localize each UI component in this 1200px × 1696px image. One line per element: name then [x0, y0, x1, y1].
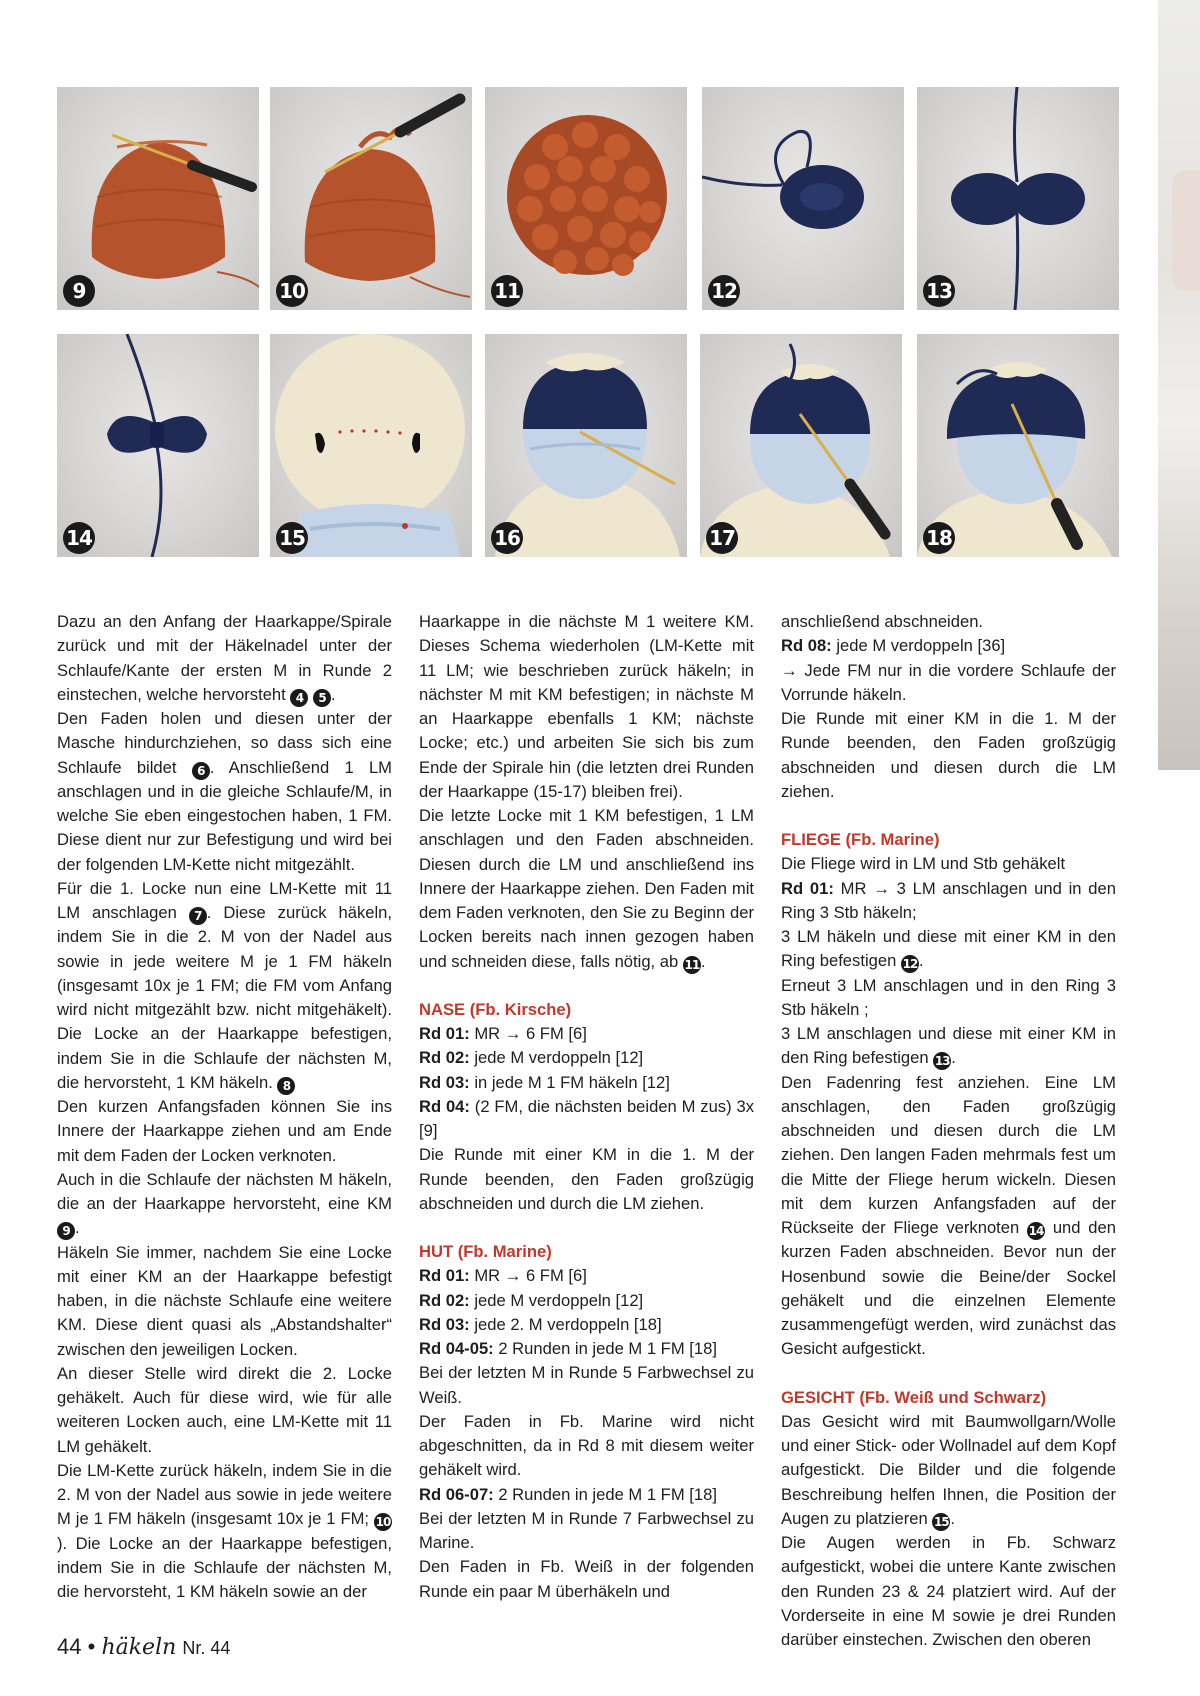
round-line: Rd 03: jede 2. M verdoppeln [18]	[419, 1314, 662, 1334]
paragraph: Den Fadenring fest anziehen. Eine LM anschlagen, den Faden großzügig abschneiden und diesen durch die LM ziehen. Den langen Faden mehrmals fest um die Mitte der Fliege herum wickeln. Diesen mit dem kurzen Anfangsfaden auf der Rückseite der Fliege verknoten 14 und den kurzen Faden abschneiden. Bevor nun der Hosenbund sowie die Beine/der Sockel gehäkelt und die einzelnen Elemente zusammengefügt werden, wird zunächst das Gesicht aufgestickt.	[781, 1072, 1116, 1359]
paragraph: 3 LM häkeln und diese mit einer KM in den Ring befestigen 12.	[781, 927, 1116, 972]
photo-number-badge: 16	[491, 522, 523, 554]
section-heading-hut: HUT (Fb. Marine)	[419, 1242, 552, 1261]
round-line: Rd 01: MR → 3 LM anschlagen und in den Ring 3 Stb häkeln;	[781, 878, 1116, 922]
step-photo-17	[700, 334, 902, 557]
step-ref-icon: 15	[933, 1514, 949, 1529]
paragraph: → Jede FM nur in die vordere Schlaufe der Vorrunde häkeln.	[781, 660, 1116, 704]
paragraph: Häkeln Sie immer, nachdem Sie eine Locke mit einer KM an der Haarkappe befestigt haben, in die nächste Schlaufe eine weitere KM. Diese dient quasi als „Abstandshalter“ zwischen den jeweiligen Locken.	[57, 1242, 392, 1359]
step-photo-16	[485, 334, 687, 557]
step-ref-icon: 8	[277, 1077, 295, 1095]
text-column-2	[419, 610, 754, 1604]
section-heading-fliege: FLIEGE (Fb. Marine)	[781, 830, 940, 849]
step-ref-icon: 13	[934, 1054, 950, 1069]
photo-number-badge: 14	[63, 522, 95, 554]
paragraph: Bei der letzten M in Runde 5 Farbwechsel zu Weiß.	[419, 1363, 754, 1407]
paragraph: Die Fliege wird in LM und Stb gehäkelt	[781, 854, 1066, 874]
paragraph: Haarkappe in die nächste M 1 weitere KM. Dieses Schema wiederholen (LM-Kette mit 11 LM; wie beschrieben zurück häkeln; in nächster M mit KM befestigen; in nächste M an Haarkappe ebenfalls 1 KM; nächste Locke; etc.) und arbeiten Sie sich bis zum Ende der Spirale hin (die letzten drei Runden der Haarkappe (15-17) bleiben frei).	[419, 612, 754, 801]
photo-number-badge: 12	[708, 275, 740, 307]
round-line: Rd 04-05: 2 Runden in jede M 1 FM [18]	[419, 1339, 717, 1358]
step-photo-18	[917, 334, 1119, 557]
paragraph: anschließend abschneiden.	[781, 612, 984, 631]
paragraph: Erneut 3 LM anschlagen und in den Ring 3 Stb häkeln ;	[781, 975, 1116, 1019]
photo-number-badge: 13	[923, 275, 955, 307]
step-photo-15	[270, 334, 472, 557]
round-line: Rd 04: (2 FM, die nächsten beiden M zus) 3x [9]	[419, 1096, 754, 1140]
right-edge-photo-strip	[1158, 0, 1200, 770]
step-ref-icon: 4	[290, 689, 308, 707]
step-ref-icon: 11	[684, 957, 700, 972]
paragraph: Die Runde mit einer KM in die 1. M der Runde beenden, den Faden großzügig abschneiden und durch die LM ziehen.	[419, 1145, 754, 1213]
round-line: Rd 08: jede M verdoppeln [36]	[781, 636, 1006, 656]
paragraph: Dazu an den Anfang der Haarkappe/Spirale zurück und mit der Häkelnadel unter der Schlaufe/Kante der ersten M in Runde 2 einstechen, welche hervorsteht 4 5 .	[57, 612, 392, 705]
page-footer	[57, 1634, 230, 1660]
issue-number: Nr. 44	[182, 1638, 231, 1658]
section-heading-gesicht: GESICHT (Fb. Weiß und Schwarz)	[781, 1387, 1047, 1407]
page-number: 44	[57, 1634, 82, 1659]
paragraph: Der Faden in Fb. Marine wird nicht abgeschnitten, da in Rd 8 mit diesem weiter gehäkelt wird.	[419, 1411, 754, 1480]
paragraph: Die LM-Kette zurück häkeln, indem Sie in die 2. M von der Nadel aus sowie in jede weitere M je 1 FM häkeln (insgesamt 10x je 1 FM; 10). Die Locke an der Haarkappe befestigen, indem Sie in die Schlaufe der nächsten M, die hervorsteht, 1 KM häkeln sowie an der	[57, 1460, 392, 1601]
paragraph: Die Augen werden in Fb. Schwarz aufgestickt, wobei die untere Kante zwischen den Runden 23 & 24 platziert wird. Auf der Vorderseite in eine M sowie je drei Runden darüber einstechen. Zwischen den oberen	[781, 1533, 1116, 1649]
step-ref-icon: 10	[375, 1515, 391, 1530]
step-ref-icon: 5	[313, 689, 331, 707]
step-photo-13	[917, 87, 1119, 310]
round-line: Rd 02: jede M verdoppeln [12]	[419, 1048, 644, 1068]
magazine-brand: häkeln	[101, 1635, 177, 1660]
paragraph: Den Faden holen und diesen unter der Masche hindurchziehen, so dass sich eine Schlaufe bildet 6 . Anschließend 1 LM anschlagen und in die gleiche Schlaufe/M, in welche Sie eben eingestochen haben, 1 FM. Diese dient nur zur Befestigung und wird bei der folgenden LM-Kette nicht mitgezählt.	[57, 709, 392, 874]
round-line: Rd 02: jede M verdoppeln [12]	[419, 1290, 644, 1310]
step-photo-12	[702, 87, 904, 310]
text-column-3	[781, 610, 1116, 1652]
paragraph: 3 LM anschlagen und diese mit einer KM in den Ring befestigen 13.	[781, 1024, 1116, 1069]
photo-number-badge: 17	[706, 522, 738, 554]
text-column-1	[57, 610, 392, 1604]
photo-number-badge: 9	[63, 275, 95, 307]
paragraph: Für die 1. Locke nun eine LM-Kette mit 11 LM anschlagen 7 . Diese zurück häkeln, indem Sie in die 2. M von der Nadel aus sowie in jede weitere M je 1 FM häkeln (insgesamt 10x je 1 FM; die FM vom Anfang wird nicht mitgezählt bzw. nicht mitgehäkelt). Die Locke an der Haarkappe befestigen, indem Sie in die Schlaufe der nächsten M, die hervorsteht, 1 KM häkeln. 8	[57, 878, 392, 1093]
step-ref-icon: 14	[1028, 1224, 1044, 1238]
round-line: Rd 01: MR → 6 FM [6]	[419, 1266, 587, 1286]
paragraph: Den kurzen Anfangsfaden können Sie ins Innere der Haarkappe ziehen und am Ende mit dem Faden der Locken verknoten.	[57, 1097, 392, 1165]
section-heading-nase: NASE (Fb. Kirsche)	[419, 999, 572, 1019]
paragraph: Den Faden in Fb. Weiß in der folgenden Runde ein paar M überhäkeln und	[419, 1557, 754, 1601]
step-ref-icon: 12	[902, 957, 918, 972]
round-line: Rd 06-07: 2 Runden in jede M 1 FM [18]	[419, 1484, 717, 1504]
photo-number-badge: 10	[276, 275, 308, 307]
step-ref-icon: 7	[189, 907, 207, 925]
paragraph: Auch in die Schlaufe der nächsten M häkeln, die an der Haarkappe hervorsteht, eine KM 9 .	[57, 1169, 392, 1239]
step-photo-14	[57, 334, 259, 557]
photo-number-badge: 18	[923, 522, 955, 554]
photo-number-badge: 11	[491, 275, 523, 307]
step-ref-icon: 9	[57, 1222, 75, 1240]
footer-bullet: •	[87, 1634, 96, 1659]
step-photo-9	[57, 87, 259, 310]
paragraph: Die Runde mit einer KM in die 1. M der Runde beenden, den Faden großzügig abschneiden und diesen durch die LM ziehen.	[781, 709, 1116, 801]
step-ref-icon: 6	[192, 762, 210, 780]
paragraph: An dieser Stelle wird direkt die 2. Locke gehäkelt. Auch für diese wird, wie für alle weiteren Locken auch, eine LM-Kette mit 11 LM gehäkelt.	[57, 1363, 392, 1456]
step-photo-11	[485, 87, 687, 310]
paragraph: Bei der letzten M in Runde 7 Farbwechsel zu Marine.	[419, 1508, 754, 1552]
photo-number-badge: 15	[276, 522, 308, 554]
step-photo-10	[270, 87, 472, 310]
round-line: Rd 03: in jede M 1 FM häkeln [12]	[419, 1072, 670, 1092]
paragraph: Die letzte Locke mit 1 KM befestigen, 1 LM anschlagen und den Faden abschneiden. Diesen durch die LM und anschließend ins Innere der Haarkappe ziehen. Den Faden mit dem Faden verknoten, den Sie zu Beginn der Locken bereits nach innen gezogen haben und schneiden diese, falls nötig, ab 11.	[419, 806, 754, 972]
paragraph: Das Gesicht wird mit Baumwollgarn/Wolle und einer Stick- oder Wollnadel auf dem Kopf aufgestickt. Die Bilder und die folgende Beschreibung helfen Ihnen, die Position der Augen zu platzieren 15.	[781, 1411, 1116, 1529]
round-line: Rd 01: MR → 6 FM [6]	[419, 1024, 587, 1043]
